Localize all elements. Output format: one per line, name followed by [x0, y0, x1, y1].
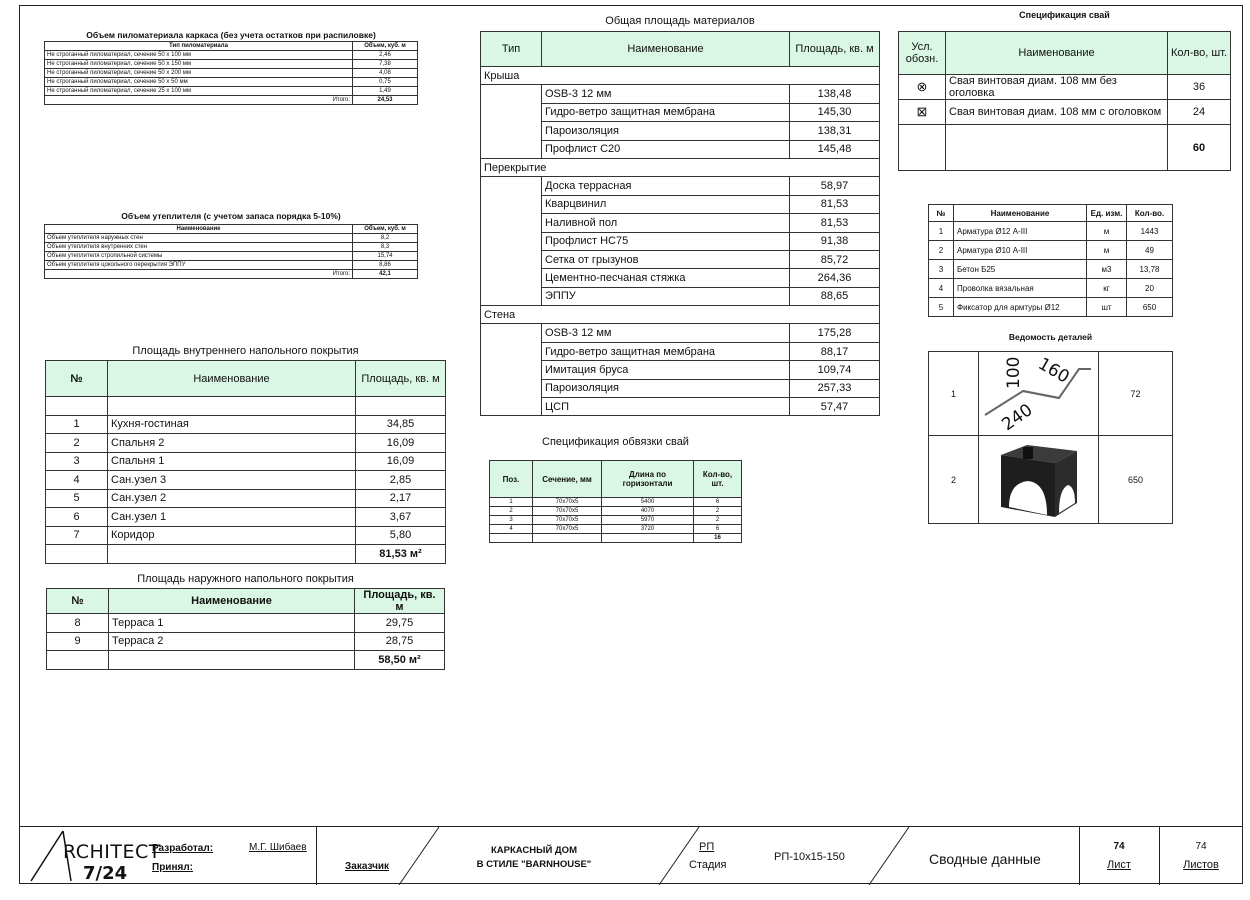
table-row	[47, 632, 445, 651]
cell-unit: м	[1087, 222, 1127, 241]
cell-length: 5970	[602, 516, 694, 525]
cell-no: 2	[929, 436, 979, 524]
cell-area: 109,74	[790, 361, 880, 379]
table-row	[47, 614, 445, 633]
piles-title: Спецификация свай	[1019, 10, 1110, 20]
cell-unit: м3	[1087, 260, 1127, 279]
total-value: 24,53	[353, 96, 418, 105]
table-row	[46, 434, 446, 453]
cell-name: Фиксатор для армтуры Ø12	[954, 298, 1087, 317]
outer-floor-header-name: Наименование	[109, 589, 355, 614]
outer-floor-header-no: №	[47, 589, 109, 614]
table-row	[481, 177, 880, 195]
cell-qty: 49	[1127, 241, 1173, 260]
table-row	[46, 489, 446, 508]
rebar-header-qty: Кол-во.	[1127, 205, 1173, 222]
rebar-header-no: №	[929, 205, 954, 222]
cell-qty: 6	[694, 525, 742, 534]
cell-qty: 24	[1168, 100, 1231, 125]
cell-area: 81,53	[790, 195, 880, 213]
cell-qty: 2	[694, 507, 742, 516]
slant-divider	[639, 827, 719, 885]
materials-header-type: Тип	[481, 32, 542, 67]
table-row	[899, 75, 1231, 100]
cell-name: Арматура Ø10 А-III	[954, 241, 1087, 260]
table-row	[45, 87, 418, 96]
total-row	[45, 96, 418, 105]
cell-area: 175,28	[790, 324, 880, 342]
cell-name: Объем утеплителя цокольного перекрытия ЭППУ	[45, 261, 353, 270]
cell-area: 85,72	[790, 250, 880, 268]
cell-length: 5400	[602, 498, 694, 507]
cell-area: 88,17	[790, 342, 880, 360]
project-code: РП-10х15-150	[774, 851, 845, 863]
cell-name: Имитация бруса	[542, 361, 790, 379]
table-row	[46, 526, 446, 545]
inner-floor-header-no: №	[46, 361, 108, 397]
cell-no: 1	[929, 352, 979, 436]
cell-pos: 3	[490, 516, 533, 525]
cell-name: Сетка от грызунов	[542, 250, 790, 268]
project-line-1: КАРКАСНЫЙ ДОМ	[491, 845, 577, 856]
group-row	[481, 158, 880, 176]
cell-pos: 1	[490, 498, 533, 507]
dim-bottom: 240	[998, 399, 1037, 435]
materials-title: Общая площадь материалов	[605, 15, 755, 27]
lumber-header-volume: Объем, куб. м	[353, 42, 418, 51]
inner-floor-header-name: Наименование	[108, 361, 356, 397]
cell-value: 15,74	[353, 252, 418, 261]
cell-unit: кг	[1087, 279, 1127, 298]
title-block	[19, 826, 1243, 884]
slant-divider	[849, 827, 929, 885]
table-row	[45, 78, 418, 87]
piles-header-symbol: Усл. обозн.	[899, 32, 946, 75]
piles-header-qty: Кол-во, шт.	[1168, 32, 1231, 75]
cell-name: Арматура Ø12 А-III	[954, 222, 1087, 241]
sheet-title: Сводные данные	[929, 851, 1041, 867]
cell-name: Профлист С20	[542, 140, 790, 158]
cell-area: 145,48	[790, 140, 880, 158]
cell-no: 7	[46, 526, 108, 545]
table-row	[45, 69, 418, 78]
cell-name: Спальня 1	[108, 452, 356, 471]
cell-name: Свая винтовая диам. 108 мм без оголовка	[946, 75, 1168, 100]
cell-name: Сан.узел 1	[108, 508, 356, 527]
total-label: Итого:	[45, 270, 353, 279]
strapping-header-qty: Кол-во, шт.	[694, 461, 742, 498]
cell-no: 8	[47, 614, 109, 633]
cell-qty: 6	[694, 498, 742, 507]
total-value: 16	[694, 534, 742, 543]
cell-name: Не строганный пиломатериал, сечение 25 х 100 мм	[45, 87, 353, 96]
cell-value: 0,75	[353, 78, 418, 87]
total-value: 81,53 м²	[356, 545, 446, 564]
cell-name: Объем утеплителя наружных стен	[45, 234, 353, 243]
cell-value: 8,86	[353, 261, 418, 270]
table-row	[45, 252, 418, 261]
table-row	[929, 279, 1173, 298]
materials-header-area: Площадь, кв. м	[790, 32, 880, 67]
cell-name: Гидро-ветро защитная мембрана	[542, 342, 790, 360]
details-table	[928, 351, 1173, 524]
lumber-title: Объем пиломатериала каркаса (без учета остатков при распиловке)	[86, 30, 376, 40]
rebar-table	[928, 204, 1173, 317]
cell-name: OSB-3 12 мм	[542, 324, 790, 342]
accepted-label: Принял:	[152, 862, 194, 873]
materials-table	[480, 31, 880, 416]
cell-no: 6	[46, 508, 108, 527]
cell-name: Объем утеплителя внутренних стен	[45, 243, 353, 252]
table-row	[45, 243, 418, 252]
cell-name: Проволка вязальная	[954, 279, 1087, 298]
insulation-title: Объем утеплителя (с учетом запаса порядка 5-10%)	[121, 211, 341, 221]
cell-name: Гидро-ветро защитная мембрана	[542, 103, 790, 121]
cell-name: Пароизоляция	[542, 379, 790, 397]
fixator-icon	[979, 437, 1097, 523]
cell-qty: 1443	[1127, 222, 1173, 241]
total-value: 60	[1168, 125, 1231, 171]
cell-area: 5,80	[356, 526, 446, 545]
cell-no: 3	[929, 260, 954, 279]
cell-name: Профлист НС75	[542, 232, 790, 250]
cell-no: 9	[47, 632, 109, 651]
total-value: 42,1	[353, 270, 418, 279]
cell-area: 57,47	[790, 398, 880, 416]
cell-area: 16,09	[356, 434, 446, 453]
outer-floor-title: Площадь наружного напольного покрытия	[137, 573, 354, 585]
lumber-header-type: Тип пиломатериала	[45, 42, 353, 51]
bent-rebar-sketch	[979, 352, 1099, 436]
table-row	[929, 222, 1173, 241]
cell-no: 5	[929, 298, 954, 317]
cell-name: Доска террасная	[542, 177, 790, 195]
cell-no: 2	[929, 241, 954, 260]
cell-area: 2,85	[356, 471, 446, 490]
cell-name: Не строганный пиломатериал, сечение 50 х 50 мм	[45, 78, 353, 87]
table-row	[46, 508, 446, 527]
table-row	[481, 85, 880, 103]
logo-text-top: RCHITECT	[63, 841, 161, 863]
cell-name: ЭППУ	[542, 287, 790, 305]
strapping-header-section: Сечение, мм	[533, 461, 602, 498]
table-row	[45, 60, 418, 69]
stage-label: Стадия	[689, 859, 727, 871]
pile-with-cap-icon: ⊠	[899, 100, 946, 125]
inner-floor-table	[45, 360, 446, 564]
cell-name: Кухня-гостиная	[108, 415, 356, 434]
group-row	[481, 67, 880, 85]
inner-floor-header-area: Площадь, кв. м	[356, 361, 446, 397]
total-row	[46, 545, 446, 564]
table-row	[899, 100, 1231, 125]
cell-area: 257,33	[790, 379, 880, 397]
cell-area: 145,30	[790, 103, 880, 121]
cell-value: 7,38	[353, 60, 418, 69]
divider	[316, 827, 317, 885]
dim-height: 100	[1004, 356, 1024, 389]
cell-name: Не строганный пиломатериал, сечение 50 х 200 мм	[45, 69, 353, 78]
cell-no: 3	[46, 452, 108, 471]
cell-no: 2	[46, 434, 108, 453]
table-row	[45, 51, 418, 60]
cell-area: 264,36	[790, 269, 880, 287]
table-row	[46, 415, 446, 434]
cell-area: 58,97	[790, 177, 880, 195]
project-line-2: В СТИЛЕ "BARNHOUSE"	[476, 859, 592, 870]
cell-section: 70х70х5	[533, 525, 602, 534]
cell-name: Кварцвинил	[542, 195, 790, 213]
strapping-header-length: Длина по горизонтали	[602, 461, 694, 498]
cell-value: 2,46	[353, 51, 418, 60]
cell-area: 16,09	[356, 452, 446, 471]
cell-value: 1,49	[353, 87, 418, 96]
details-title: Ведомость деталей	[1008, 332, 1093, 342]
cell-length: 4070	[602, 507, 694, 516]
cell-qty: 2	[694, 516, 742, 525]
total-row	[490, 534, 742, 543]
stage-value: РП	[699, 841, 715, 853]
cell-area: 91,38	[790, 232, 880, 250]
total-row	[899, 125, 1231, 171]
cell-name: Свая винтовая диам. 108 мм с оголовком	[946, 100, 1168, 125]
cell-qty: 72	[1099, 352, 1173, 436]
table-row	[929, 260, 1173, 279]
table-row	[490, 507, 742, 516]
cell-name: Сан.узел 3	[108, 471, 356, 490]
cell-qty: 650	[1127, 298, 1173, 317]
cell-no: 4	[46, 471, 108, 490]
cell-name: Пароизоляция	[542, 122, 790, 140]
sheets-total: 74	[1195, 841, 1207, 852]
cell-value: 8,2	[353, 234, 418, 243]
cell-section: 70х70х5	[533, 507, 602, 516]
total-row	[47, 651, 445, 670]
cell-area: 138,31	[790, 122, 880, 140]
cell-pos: 4	[490, 525, 533, 534]
cell-no: 1	[46, 415, 108, 434]
slant-divider	[379, 827, 459, 885]
cell-area: 2,17	[356, 489, 446, 508]
table-row	[929, 241, 1173, 260]
piles-table	[898, 31, 1231, 171]
divider	[1079, 827, 1080, 885]
table-row	[45, 234, 418, 243]
sheet-label: Лист	[1107, 859, 1131, 871]
cell-area: 34,85	[356, 415, 446, 434]
cell-name: Бетон Б25	[954, 260, 1087, 279]
cell-name: Не строганный пиломатериал, сечение 50 х 150 мм	[45, 60, 353, 69]
table-row	[490, 498, 742, 507]
cell-unit: шт	[1087, 298, 1127, 317]
rebar-header-unit: Ед. изм.	[1087, 205, 1127, 222]
lumber-table	[44, 41, 418, 105]
logo	[25, 829, 161, 884]
cell-area: 29,75	[355, 614, 445, 633]
developed-label: Разработал:	[152, 843, 214, 854]
cell-name: Наливной пол	[542, 214, 790, 232]
cell-qty: 13,78	[1127, 260, 1173, 279]
cell-name: ЦСП	[542, 398, 790, 416]
table-row	[929, 436, 1173, 524]
cell-no: 4	[929, 279, 954, 298]
cell-area: 3,67	[356, 508, 446, 527]
table-row	[490, 525, 742, 534]
cell-length: 3720	[602, 525, 694, 534]
insulation-header-name: Наименование	[45, 225, 353, 234]
sheet-number: 74	[1113, 841, 1125, 852]
cell-value: 8,3	[353, 243, 418, 252]
customer-label: Заказчик	[345, 861, 390, 872]
dim-top: 160	[1034, 353, 1073, 388]
strapping-title: Спецификация обвязки свай	[542, 436, 689, 448]
group-name: Стена	[481, 306, 880, 324]
outer-floor-table	[46, 588, 445, 670]
cell-name: OSB-3 12 мм	[542, 85, 790, 103]
total-row	[45, 270, 418, 279]
outer-floor-header-area: Площадь, кв. м	[355, 589, 445, 614]
cell-name: Цементно-песчаная стяжка	[542, 269, 790, 287]
materials-header-name: Наименование	[542, 32, 790, 67]
developer-name: М.Г. Шибаев	[249, 842, 307, 853]
cell-name: Терраса 1	[109, 614, 355, 633]
piles-header-name: Наименование	[946, 32, 1168, 75]
cell-section: 70х70х5	[533, 516, 602, 525]
table-row	[45, 261, 418, 270]
cell-qty: 650	[1099, 436, 1173, 524]
table-row	[46, 471, 446, 490]
table-row	[929, 352, 1173, 436]
table-row	[929, 298, 1173, 317]
cell-section: 70х70х5	[533, 498, 602, 507]
sheets-label: Листов	[1183, 859, 1219, 871]
group-row	[481, 306, 880, 324]
insulation-header-volume: Объем, куб. м	[353, 225, 418, 234]
cell-area: 28,75	[355, 632, 445, 651]
cell-no: 5	[46, 489, 108, 508]
divider	[1159, 827, 1160, 885]
cell-name: Не строганный пиломатериал, сечение 50 х 100 мм	[45, 51, 353, 60]
cell-no: 1	[929, 222, 954, 241]
total-label: Итого:	[45, 96, 353, 105]
cell-name: Объем утеплителя стропильной системы	[45, 252, 353, 261]
cell-name: Сан.узел 2	[108, 489, 356, 508]
cell-name: Коридор	[108, 526, 356, 545]
cell-pos: 2	[490, 507, 533, 516]
group-name: Перекрытие	[481, 158, 880, 176]
cell-qty: 36	[1168, 75, 1231, 100]
table-row	[490, 516, 742, 525]
pile-without-cap-icon: ⊗	[899, 75, 946, 100]
cell-area: 81,53	[790, 214, 880, 232]
strapping-header-pos: Поз.	[490, 461, 533, 498]
bent-rebar-icon	[979, 353, 1097, 435]
total-value: 58,50 м²	[355, 651, 445, 670]
rebar-header-name: Наименование	[954, 205, 1087, 222]
cell-area: 88,65	[790, 287, 880, 305]
table-row	[481, 324, 880, 342]
rebar-fixator-image	[979, 436, 1099, 524]
cell-unit: м	[1087, 241, 1127, 260]
cell-area: 138,48	[790, 85, 880, 103]
logo-text-bottom: 7/24	[83, 863, 128, 884]
cell-qty: 20	[1127, 279, 1173, 298]
table-row	[46, 452, 446, 471]
strapping-table	[489, 460, 742, 543]
cell-name: Терраса 2	[109, 632, 355, 651]
cell-value: 4,08	[353, 69, 418, 78]
group-name: Крыша	[481, 67, 880, 85]
insulation-table	[44, 224, 418, 279]
cell-name: Спальня 2	[108, 434, 356, 453]
inner-floor-title: Площадь внутреннего напольного покрытия	[132, 345, 359, 357]
